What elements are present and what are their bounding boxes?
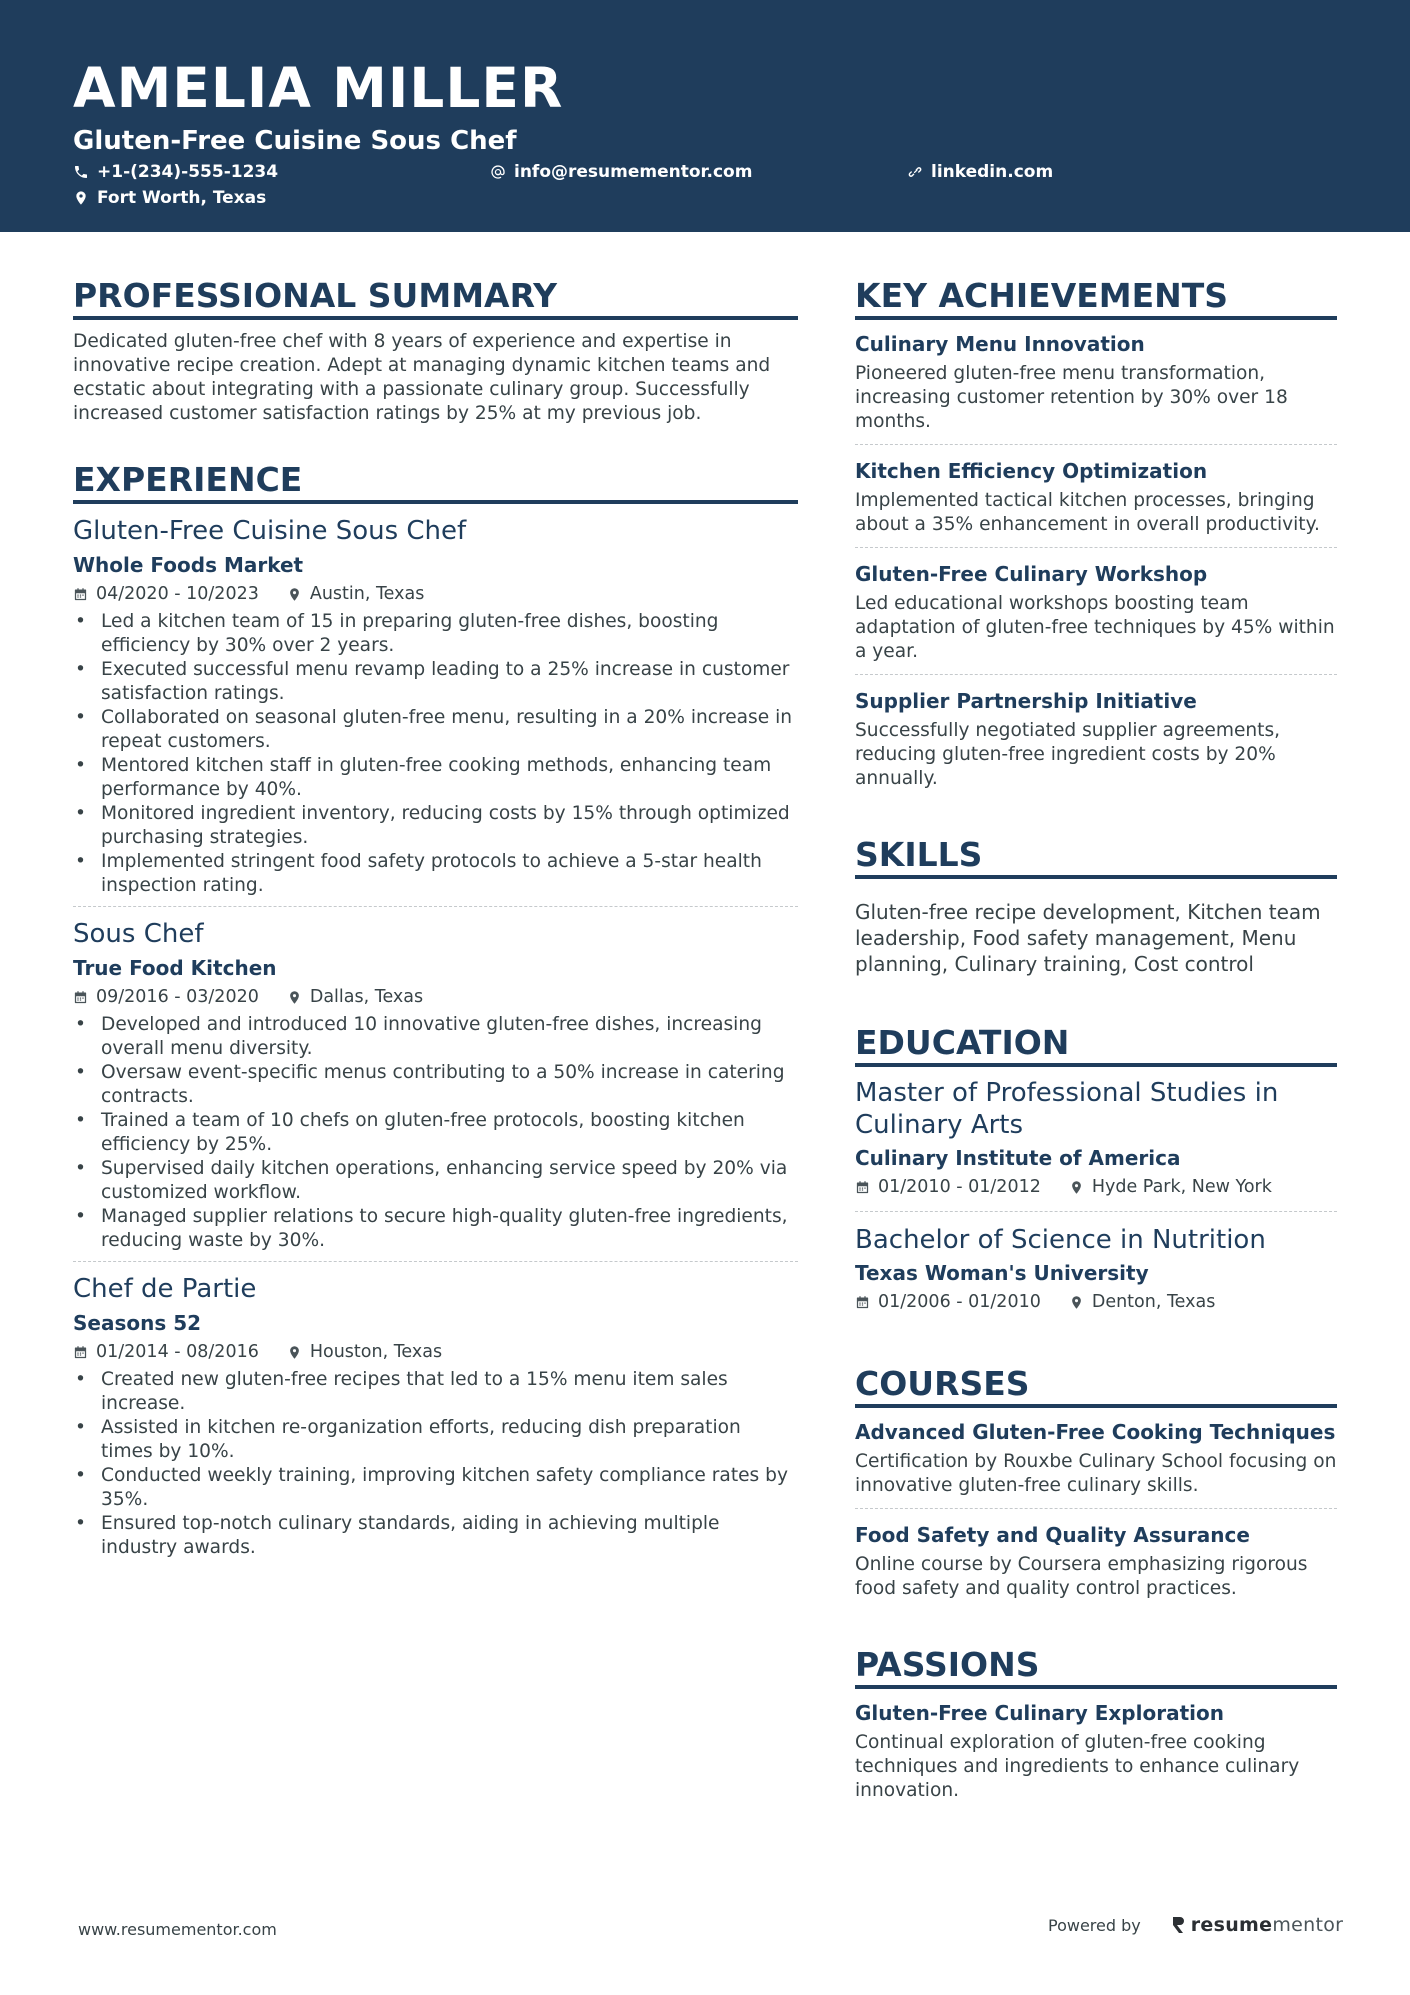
footer-website[interactable]: www.resumementor.com	[78, 1920, 277, 1939]
summary-section	[73, 276, 798, 426]
location-pin-icon	[287, 1345, 302, 1360]
education-list	[855, 1077, 1337, 1326]
school: Culinary Institute of America	[855, 1146, 1181, 1170]
achievements-heading: KEY ACHIEVEMENTS	[855, 276, 1337, 320]
job-entry	[73, 514, 798, 907]
job-bullets	[73, 610, 798, 898]
job-company: True Food Kitchen	[73, 956, 277, 980]
courses-heading: COURSES	[855, 1364, 1337, 1408]
education-item	[855, 1077, 1337, 1212]
footer-branding	[1048, 1914, 1343, 1936]
education-item	[855, 1224, 1337, 1326]
phone-icon	[73, 164, 89, 180]
achievement-item	[855, 457, 1337, 548]
skills-text: Gluten-free recipe development, Kitchen team leadership, Food safety management, Menu planning, Culinary training, Cost control	[855, 900, 1321, 976]
achievement-item	[855, 560, 1337, 675]
job-bullet: • Led a kitchen team of 15 in preparing gluten-free dishes, boosting efficiency by 30% over 2 years.	[73, 610, 798, 658]
calendar-icon	[855, 1295, 870, 1310]
calendar-icon	[73, 587, 88, 602]
date-range	[73, 1338, 259, 1366]
location-pin-icon	[1069, 1180, 1084, 1195]
job-bullet: • Assisted in kitchen re-organization efforts, reducing dish preparation times by 10%.	[73, 1416, 798, 1464]
achievement-description: Implemented tactical kitchen processes, bringing about a 35% enhancement in overall productivity.	[855, 490, 1320, 535]
job-bullet: • Supervised daily kitchen operations, enhancing service speed by 20% via customized workflow.	[73, 1157, 798, 1205]
brand-bold: resume	[1190, 1914, 1273, 1936]
education-section	[855, 1023, 1337, 1326]
job-entry	[73, 917, 798, 1262]
job-company: Whole Foods Market	[73, 553, 304, 577]
meta-row	[73, 1338, 798, 1366]
date-range	[73, 580, 259, 608]
date-text: 01/2006 - 01/2010	[878, 1292, 1041, 1312]
passions-section	[855, 1645, 1337, 1813]
education-heading: EDUCATION	[855, 1023, 1337, 1067]
achievement-title: Kitchen Efficiency Optimization	[855, 459, 1208, 483]
phone-text: +1-(234)-555-1234	[97, 162, 279, 182]
contact-linkedin[interactable]	[907, 162, 1053, 182]
location-pin-icon	[73, 190, 89, 206]
calendar-icon	[73, 1345, 88, 1360]
achievement-title: Culinary Menu Innovation	[855, 332, 1145, 356]
job-bullet: • Created new gluten-free recipes that led to a 15% menu item sales increase.	[73, 1368, 798, 1416]
job-bullet: • Managed supplier relations to secure high-quality gluten-free ingredients, reducing waste by 30%.	[73, 1205, 798, 1253]
meta-row	[855, 1173, 1337, 1201]
location	[287, 1338, 442, 1366]
job-bullets	[73, 1368, 798, 1560]
job-bullet: • Developed and introduced 10 innovative gluten-free dishes, increasing overall menu diversity.	[73, 1013, 798, 1061]
powered-by-text: Powered by	[1048, 1915, 1141, 1935]
achievements-section	[855, 276, 1337, 801]
location-text: Dallas, Texas	[309, 987, 424, 1007]
course-list	[855, 1418, 1337, 1611]
job-bullet: • Implemented stringent food safety protocols to achieve a 5-star health inspection rating.	[73, 850, 798, 898]
degree: Bachelor of Science in Nutrition	[855, 1225, 1266, 1255]
location-text: Austin, Texas	[309, 584, 425, 604]
date-text: 01/2014 - 08/2016	[96, 1342, 259, 1362]
location-pin-icon	[287, 587, 302, 602]
job-entry	[73, 1272, 798, 1568]
email-link[interactable]: info@resumementor.com	[514, 162, 753, 182]
experience-heading: EXPERIENCE	[73, 460, 798, 504]
brand-logo[interactable]	[1171, 1914, 1344, 1936]
location-text: Fort Worth, Texas	[97, 188, 267, 208]
summary-text: Dedicated gluten-free chef with 8 years of experience and expertise in innovative recipe creation. Adept at managing dynamic kitchen teams and ecstatic about integrating with a passionate culinary group. Successfully increased customer satisfaction ratings by 25% at my previous job.	[73, 331, 771, 424]
job-role: Gluten-Free Cuisine Sous Chef	[73, 516, 467, 546]
linkedin-link[interactable]: linkedin.com	[931, 162, 1054, 182]
job-bullets	[73, 1013, 798, 1253]
right-column	[855, 276, 1337, 1847]
experience-section	[73, 460, 798, 1568]
location	[1069, 1288, 1216, 1316]
achievement-item	[855, 330, 1337, 445]
course-description: Certification by Rouxbe Culinary School focusing on innovative gluten-free culinary skills.	[855, 1451, 1337, 1496]
achievement-description: Successfully negotiated supplier agreements, reducing gluten-free ingredient costs by 20% annually.	[855, 720, 1281, 789]
skills-heading: SKILLS	[855, 835, 1337, 879]
contact-location	[73, 188, 266, 208]
job-bullet: • Trained a team of 10 chefs on gluten-free protocols, boosting kitchen efficiency by 25%.	[73, 1109, 798, 1157]
link-icon	[907, 164, 923, 180]
passion-item	[855, 1699, 1337, 1813]
achievement-item	[855, 687, 1337, 801]
job-bullet: • Ensured top-notch culinary standards, aiding in achieving multiple industry awards.	[73, 1512, 798, 1560]
course-title: Advanced Gluten-Free Cooking Techniques	[855, 1420, 1336, 1444]
achievement-description: Pioneered gluten-free menu transformation, increasing customer retention by 30% over 18 months.	[855, 363, 1288, 432]
job-bullet: • Mentored kitchen staff in gluten-free cooking methods, enhancing team performance by 40%.	[73, 754, 798, 802]
contact-email[interactable]	[490, 162, 752, 182]
meta-row	[73, 580, 798, 608]
achievement-title: Supplier Partnership Initiative	[855, 689, 1197, 713]
location	[287, 580, 425, 608]
job-role: Chef de Partie	[73, 1274, 257, 1304]
calendar-icon	[855, 1180, 870, 1195]
skills-section	[855, 835, 1337, 977]
brand-mark-icon	[1171, 1915, 1185, 1935]
left-column	[73, 276, 798, 1602]
date-text: 01/2010 - 01/2012	[878, 1177, 1041, 1197]
brand-light: mentor	[1272, 1914, 1344, 1936]
job-list	[73, 514, 798, 1568]
location-text: Hyde Park, New York	[1091, 1177, 1272, 1197]
course-title: Food Safety and Quality Assurance	[855, 1523, 1250, 1547]
achievement-description: Led educational workshops boosting team adaptation of gluten-free techniques by 45% within a year.	[855, 593, 1335, 662]
candidate-title: Gluten-Free Cuisine Sous Chef	[73, 126, 517, 156]
school: Texas Woman's University	[855, 1261, 1149, 1285]
meta-row	[855, 1288, 1337, 1316]
course-item	[855, 1521, 1337, 1611]
date-range	[73, 983, 259, 1011]
at-icon	[490, 164, 506, 180]
job-role: Sous Chef	[73, 919, 204, 949]
location-text: Denton, Texas	[1091, 1292, 1216, 1312]
date-range	[855, 1288, 1041, 1316]
location-pin-icon	[287, 990, 302, 1005]
date-range	[855, 1173, 1041, 1201]
contact-phone	[73, 162, 278, 182]
location	[287, 983, 423, 1011]
meta-row	[73, 983, 798, 1011]
date-text: 04/2020 - 10/2023	[96, 584, 259, 604]
resume-header	[0, 0, 1410, 232]
location-text: Houston, Texas	[309, 1342, 443, 1362]
passion-list	[855, 1699, 1337, 1813]
job-company: Seasons 52	[73, 1311, 202, 1335]
passions-heading: PASSIONS	[855, 1645, 1337, 1689]
passion-description: Continual exploration of gluten-free cooking techniques and ingredients to enhance culinary innovation.	[855, 1732, 1300, 1801]
course-description: Online course by Coursera emphasizing rigorous food safety and quality control practices.	[855, 1554, 1308, 1599]
job-bullet: • Monitored ingredient inventory, reducing costs by 15% through optimized purchasing strategies.	[73, 802, 798, 850]
job-bullet: • Collaborated on seasonal gluten-free menu, resulting in a 20% increase in repeat customers.	[73, 706, 798, 754]
courses-section	[855, 1364, 1337, 1611]
candidate-name: AMELIA MILLER	[73, 56, 564, 120]
passion-title: Gluten-Free Culinary Exploration	[855, 1701, 1224, 1725]
job-bullet: • Executed successful menu revamp leading to a 25% increase in customer satisfaction ratings.	[73, 658, 798, 706]
achievement-list	[855, 330, 1337, 801]
date-text: 09/2016 - 03/2020	[96, 987, 259, 1007]
achievement-title: Gluten-Free Culinary Workshop	[855, 562, 1208, 586]
summary-heading: PROFESSIONAL SUMMARY	[73, 276, 798, 320]
location-pin-icon	[1069, 1295, 1084, 1310]
calendar-icon	[73, 990, 88, 1005]
degree: Master of Professional Studies in Culinary Arts	[855, 1078, 1279, 1140]
job-bullet: • Oversaw event-specific menus contributing to a 50% increase in catering contracts.	[73, 1061, 798, 1109]
course-item	[855, 1418, 1337, 1509]
location	[1069, 1173, 1272, 1201]
job-bullet: • Conducted weekly training, improving kitchen safety compliance rates by 35%.	[73, 1464, 798, 1512]
